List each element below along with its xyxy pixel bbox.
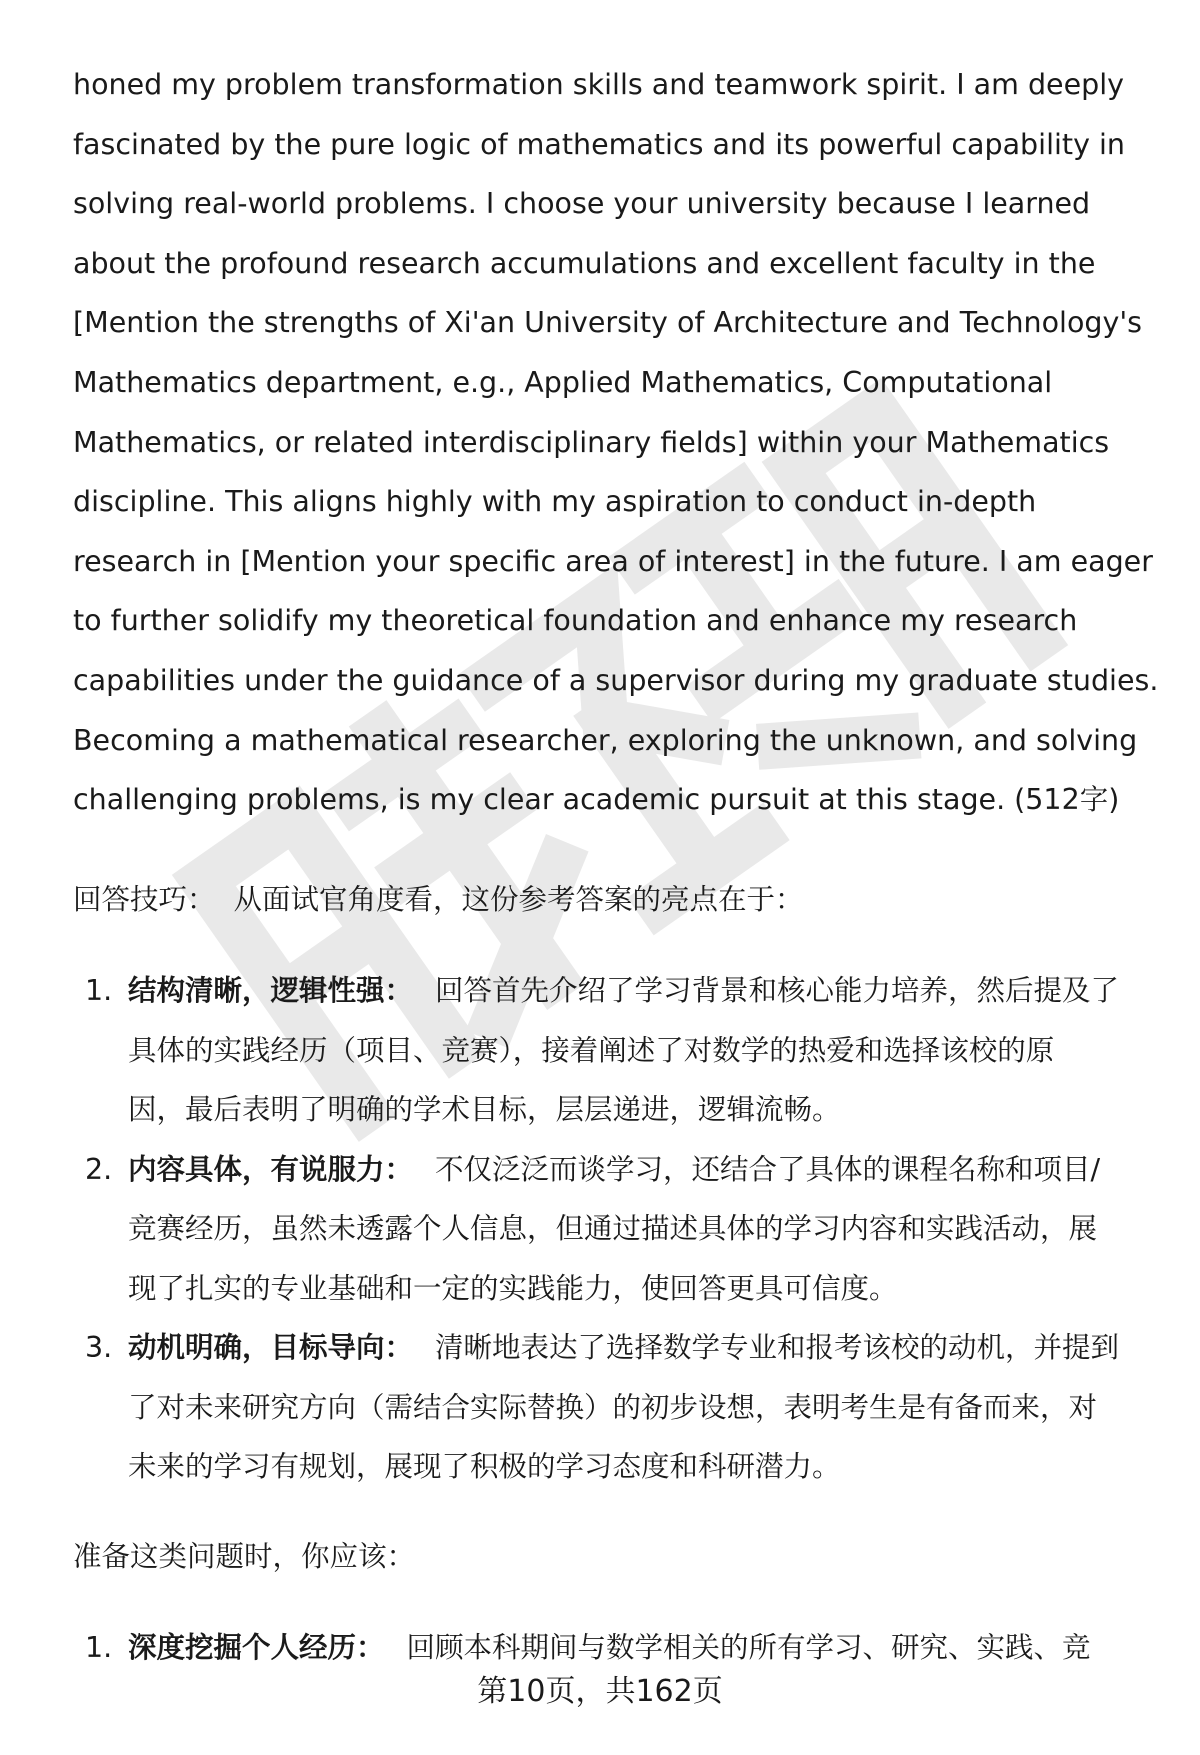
paragraph-line: challenging problems, is my clear academic pursuit at this stage. (512字)	[73, 783, 1120, 817]
list-item-text: 不仅泛泛而谈学习，还结合了具体的课程名称和项目/	[435, 1152, 1101, 1186]
list-item-text: 回答首先介绍了学习背景和核心能力培养，然后提及了	[435, 974, 1120, 1007]
prep-intro: 准备这类问题时，你应该：	[73, 1540, 416, 1573]
english-statement-paragraph	[73, 55, 1158, 830]
list-item-text: 具体的实践经历（项目、竞赛），接着阐述了对数学的热爱和选择该校的原	[128, 1033, 1055, 1067]
paragraph-line: fascinated by the pure logic of mathematics and its powerful capability in	[73, 127, 1125, 161]
paragraph-line: discipline. This aligns highly with my aspiration to conduct in-depth	[73, 485, 1037, 519]
list-item-title: 动机明确，目标导向：	[128, 1331, 414, 1364]
paragraph-line: Becoming a mathematical researcher, exploring the unknown, and solving	[73, 723, 1138, 757]
tips-list	[73, 961, 1163, 1497]
list-item	[73, 1140, 1163, 1319]
list-item-text: 清晰地表达了选择数学专业和报考该校的动机，并提到	[435, 1331, 1120, 1364]
list-item-text: 竞赛经历，虽然未透露个人信息，但通过描述具体的学习内容和实践活动，展	[128, 1212, 1098, 1245]
paragraph-line: [Mention the strengths of Xi'an University of Architecture and Technology's	[73, 306, 1143, 340]
list-item	[73, 1618, 1163, 1678]
tips-intro-text: 从面试官角度看，这份参考答案的亮点在于：	[233, 883, 804, 916]
list-item-text: 因，最后表明了明确的学术目标，层层递进，逻辑流畅。	[128, 1093, 841, 1126]
paragraph-line: Mathematics department, e.g., Applied Mathematics, Computational	[73, 365, 1053, 399]
list-item	[73, 961, 1163, 1140]
list-item-text: 未来的学习有规划，展现了积极的学习态度和科研潜力。	[128, 1450, 841, 1483]
list-item-number: 1.	[85, 1631, 113, 1664]
paragraph-line: Mathematics, or related interdisciplinary fields] within your Mathematics	[73, 425, 1110, 459]
list-item-title: 内容具体，有说服力：	[128, 1152, 414, 1186]
tips-intro-label: 回答技巧：	[73, 883, 216, 916]
list-item-number: 3.	[85, 1331, 113, 1364]
paragraph-line: capabilities under the guidance of a supervisor during my graduate studies.	[73, 663, 1159, 697]
list-item-text: 了对未来研究方向（需结合实际替换）的初步设想，表明考生是有备而来，对	[128, 1390, 1098, 1424]
list-item-number: 1.	[85, 974, 113, 1007]
page-number-footer: 第10页，共162页	[477, 1674, 723, 1709]
list-item-text: 现了扎实的专业基础和一定的实践能力，使回答更具可信度。	[128, 1271, 898, 1305]
tips-intro	[73, 880, 804, 920]
paragraph-line: about the profound research accumulations and excellent faculty in the	[73, 246, 1096, 280]
list-item-title: 深度挖掘个人经历：	[128, 1631, 385, 1664]
list-item	[73, 1318, 1163, 1497]
paragraph-line: honed my problem transformation skills and teamwork spirit. I am deeply	[73, 68, 1124, 101]
list-item-title: 结构清晰，逻辑性强：	[128, 974, 414, 1007]
list-item-text: 回顾本科期间与数学相关的所有学习、研究、实践、竞	[406, 1631, 1091, 1664]
list-item-number: 2.	[85, 1152, 113, 1186]
paragraph-line: solving real-world problems. I choose your university because I learned	[73, 187, 1091, 221]
paragraph-line: to further solidify my theoretical foundation and enhance my research	[73, 604, 1078, 638]
prep-list	[73, 1618, 1163, 1678]
paragraph-line: research in [Mention your specific area of interest] in the future. I am eager	[73, 544, 1153, 578]
